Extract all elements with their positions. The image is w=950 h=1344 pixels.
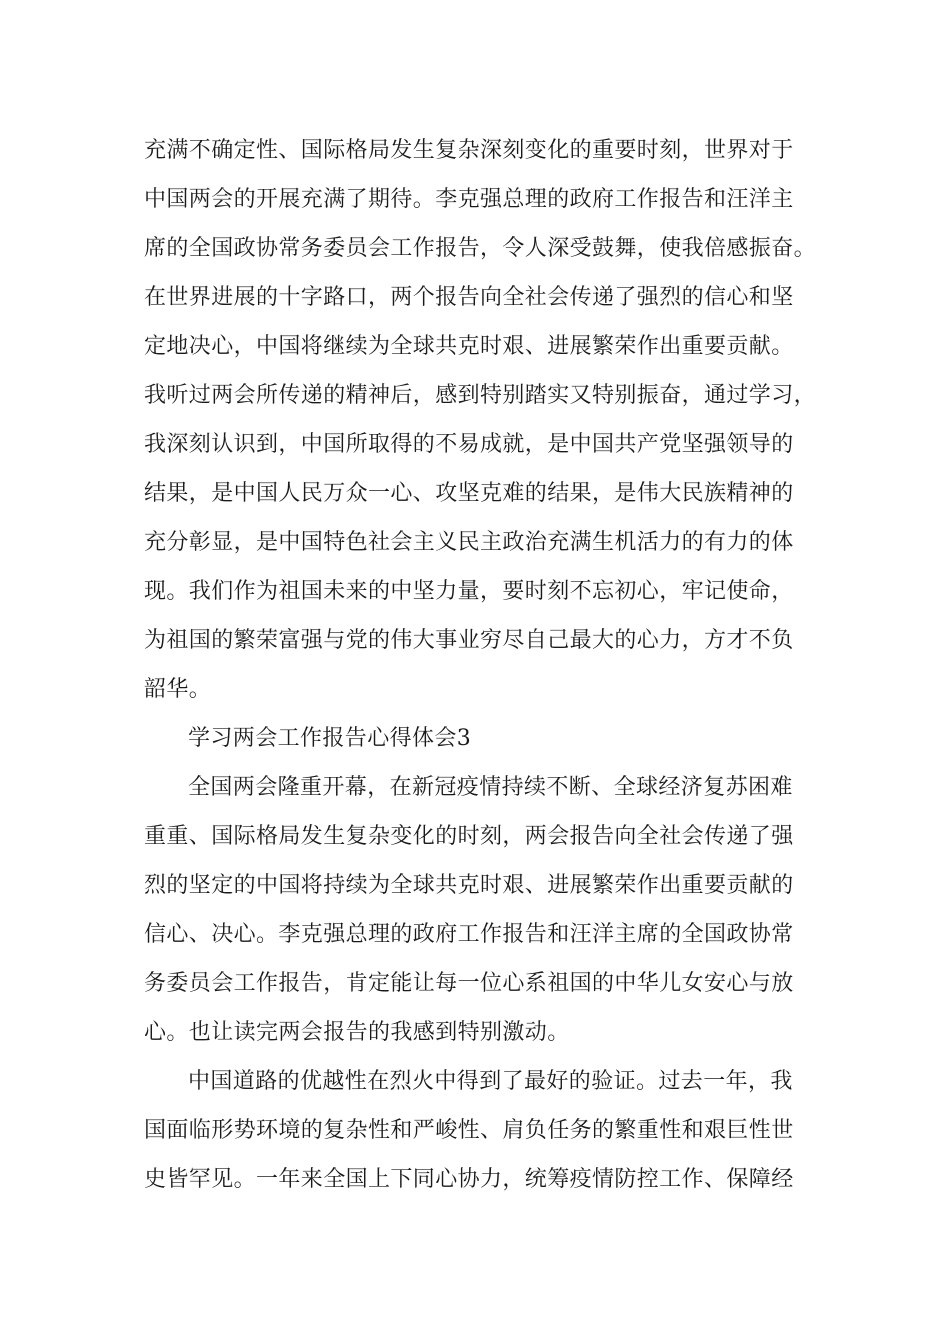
paragraph-line: 充分彰显，是中国特色社会主义民主政治充满生机活力的有力的体 (144, 530, 794, 555)
paragraph-line: 在世界进展的十字路口，两个报告向全社会传递了强烈的信心和坚 (144, 285, 794, 310)
paragraph-line: 充满不确定性、国际格局发生复杂深刻变化的重要时刻，世界对于 (144, 138, 794, 163)
paragraph-line: 史皆罕见。一年来全国上下同心协力，统筹疫情防控工作、保障经 (144, 1167, 794, 1192)
paragraph-line: 全国两会隆重开幕，在新冠疫情持续不断、全球经济复苏困难 (188, 775, 793, 800)
paragraph-line: 结果，是中国人民万众一心、攻坚克难的结果，是伟大民族精神的 (144, 481, 794, 506)
paragraph-line: 为祖国的繁荣富强与党的伟大事业穷尽自己最大的心力，方才不负 (144, 628, 794, 653)
paragraph-line: 我深刻认识到，中国所取得的不易成就，是中国共产党坚强领导的 (144, 432, 794, 457)
paragraph-line: 烈的坚定的中国将持续为全球共克时艰、进展繁荣作出重要贡献的 (144, 873, 794, 898)
paragraph-line: 现。我们作为祖国未来的中坚力量，要时刻不忘初心，牢记使命， (144, 579, 794, 604)
paragraph-line: 国面临形势环境的复杂性和严峻性、肩负任务的繁重性和艰巨性世 (144, 1118, 794, 1143)
paragraph-line: 中国道路的优越性在烈火中得到了最好的验证。过去一年，我 (188, 1069, 793, 1094)
paragraph-line: 务委员会工作报告，肯定能让每一位心系祖国的中华儿女安心与放 (144, 971, 794, 996)
paragraph-line: 我听过两会所传递的精神后，感到特别踏实又特别振奋，通过学习， (144, 383, 817, 408)
paragraph-line: 心。也让读完两会报告的我感到特别激动。 (144, 1020, 570, 1045)
section-heading: 学习两会工作报告心得体会3 (188, 726, 472, 751)
paragraph-line: 韶华。 (144, 677, 212, 702)
paragraph-line: 重重、国际格局发生复杂变化的时刻，两会报告向全社会传递了强 (144, 824, 794, 849)
paragraph-line: 中国两会的开展充满了期待。李克强总理的政府工作报告和汪洋主 (144, 187, 794, 212)
paragraph-line: 定地决心，中国将继续为全球共克时艰、进展繁荣作出重要贡献。 (144, 334, 794, 359)
paragraph-line: 信心、决心。李克强总理的政府工作报告和汪洋主席的全国政协常 (144, 922, 794, 947)
paragraph-line: 席的全国政协常务委员会工作报告，令人深受鼓舞，使我倍感振奋。 (144, 236, 817, 261)
